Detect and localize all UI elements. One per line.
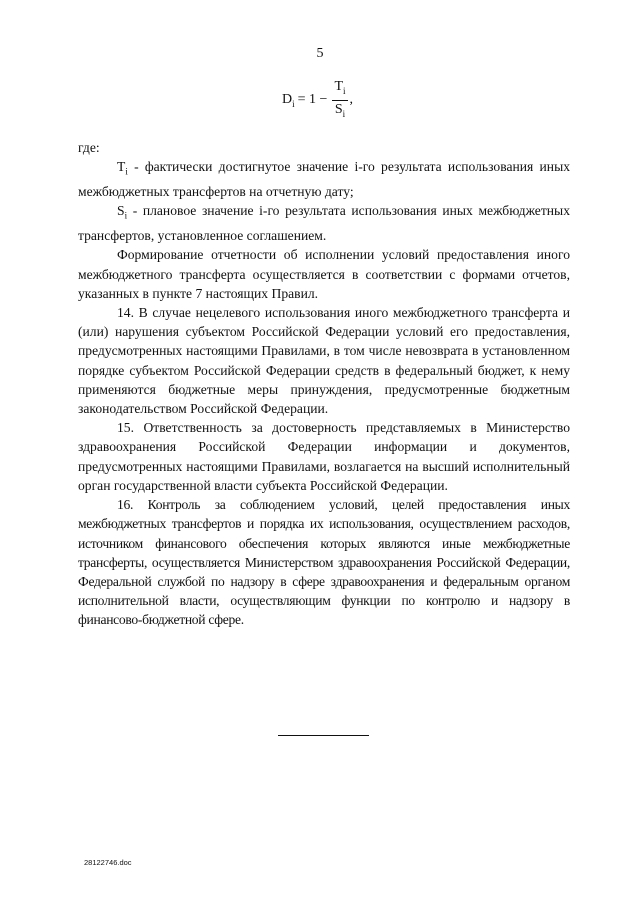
definition-t: $T_i$ - фактически достигнутое значение i-го результата использования иных межбюджетных трансфертов на отчетную дату; xyxy=(78,159,570,200)
formula-trail: , xyxy=(349,92,354,107)
formula xyxy=(282,80,353,120)
paragraph-15: 15. Ответственность за достоверность представляемых в Министерство здравоохранения Российской Федерации информации и документов, предусмотренных настоящими Правилами, возлагается на высший исполнительный орган государственной власти субъекта Российской Федерации. xyxy=(78,420,570,493)
paragraph-14: 14. В случае нецелевого использования иного межбюджетного трансферта и (или) нарушения субъектом Российской Федерации условий его предоставления, предусмотренных настоящими Правилами, в том числе невозврата в установленном порядке субъектом Российской Федерации средств в федеральный бюджет, к нему применяются бюджетные меры принуждения, предусмотренные бюджетным законодательством Российской Федерации. xyxy=(78,305,570,417)
document-body xyxy=(78,138,570,630)
page-number: 5 xyxy=(316,46,324,61)
formula-eq: = 1 − xyxy=(297,92,328,107)
paragraph-reporting: Формирование отчетности об исполнении условий предоставления иного межбюджетного трансферта осуществляется в соответствии с формами отчетов, указанных в пункте 7 настоящих Правил. xyxy=(78,247,570,301)
definition-s: $S_i$ - плановое значение i-го результата использования иных межбюджетных трансфертов, установленное соглашением. xyxy=(78,203,570,244)
end-separator-line xyxy=(278,735,369,736)
paragraph-16: 16. Контроль за соблюдением условий, целей предоставления иных межбюджетных трансфертов и порядка их использования, осуществлением расходов, источником финансового обеспечения которых являются иные межбюджетные трансферты, осуществляется Министерством здравоохранения Российской Федерации, Федеральной службой по надзору в сфере здравоохранения и федеральным органом исполнительной власти, осуществляющим функции по контролю и надзору в финансово-бюджетной сфере. xyxy=(78,497,570,628)
file-name-footer: 28122746.doc xyxy=(84,858,132,867)
formula-denominator: $S_i$ xyxy=(334,101,346,119)
formula-numerator: $T_i$ xyxy=(332,79,347,101)
formula-fraction xyxy=(332,79,347,122)
formula-lhs: $D_i$ xyxy=(282,91,295,109)
where-label: где: xyxy=(78,140,100,155)
